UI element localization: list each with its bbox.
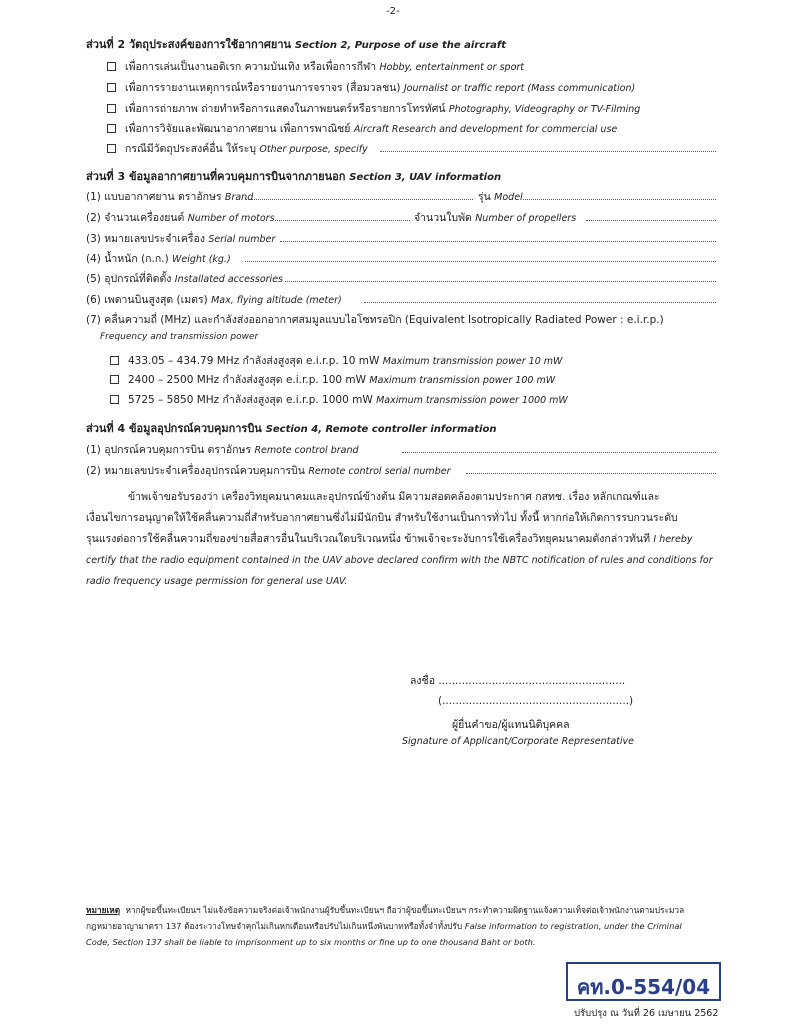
option-label-en: Hobby, entertainment or sport: [379, 62, 525, 73]
motors-label-en: Number of motors: [187, 213, 275, 224]
purpose-option-journalist[interactable]: [107, 79, 635, 96]
footnote-line: Code, Section 137 shall be liable to imprisonment up to six months or fine up to one thousand Baht or both.: [86, 937, 536, 947]
brand-label: [86, 188, 253, 205]
brand-label-th: (1) แบบอากาศยาน ตราอักษร: [86, 191, 222, 203]
section2-title-th: ส่วนที่ 2 วัตถุประสงค์ของการใช้อากาศยาน: [86, 38, 292, 51]
declaration-text-en: I hereby: [653, 534, 693, 545]
serial-field[interactable]: [280, 241, 716, 242]
checkbox-freq-2400[interactable]: [110, 375, 119, 384]
weight-label: [86, 250, 231, 267]
freq-option-5725[interactable]: [110, 391, 568, 408]
altitude-label-en: Max, flying altitude (meter): [211, 295, 342, 306]
brand-field[interactable]: [245, 199, 473, 200]
accessories-label-th: (5) อุปกรณ์ที่ติดตั้ง: [86, 273, 172, 285]
section2-title: [86, 35, 506, 53]
freq-option-2400[interactable]: [110, 371, 555, 388]
signature-role-th: ผู้ยื่นคำขอ/ผู้แทนนิติบุคคล: [452, 719, 570, 731]
propellers-field[interactable]: [586, 220, 716, 221]
motors-field[interactable]: [275, 220, 410, 221]
footnote: [86, 902, 716, 950]
freq-label-en: Maximum transmission power 10 mW: [382, 356, 563, 367]
purpose-option-research[interactable]: [107, 120, 617, 137]
option-label-en: Aircraft Research and development for commercial use: [353, 124, 618, 135]
model-label-th: รุ่น: [478, 191, 491, 203]
remote-brand-label-en: Remote control brand: [254, 445, 359, 456]
revision-date: ปรับปรุง ณ วันที่ 26 เมษายน 2562: [574, 1008, 719, 1019]
freq-label-th: 5725 – 5850 MHz กำลังส่งสูงสุด e.i.r.p. 1000 mW: [128, 394, 373, 406]
option-label-en: Other purpose, specify: [259, 144, 368, 155]
freq-option-433[interactable]: [110, 352, 562, 369]
altitude-label-th: (6) เพดานบินสูงสุด (เมตร): [86, 294, 208, 306]
purpose-option-other[interactable]: [107, 140, 368, 157]
checkbox-research[interactable]: [107, 124, 116, 133]
other-purpose-field[interactable]: [380, 151, 716, 152]
propellers-label-en: Number of propellers: [475, 213, 577, 224]
section4-title: [86, 419, 496, 437]
declaration-paragraph: [86, 487, 716, 592]
section3-title-th: ส่วนที่ 3 ข้อมูลอากาศยานที่ควบคุมการบินจากภายนอก: [86, 170, 346, 183]
remote-brand-field[interactable]: [402, 452, 716, 453]
weight-label-en: Weight (kg.): [172, 254, 231, 265]
checkbox-freq-5725[interactable]: [110, 395, 119, 404]
freq-label-en: Maximum transmission power 1000 mW: [376, 395, 568, 406]
remote-brand-label-th: (1) อุปกรณ์ควบคุมการบิน ตราอักษร: [86, 444, 252, 456]
option-label-th: เพื่อการเล่นเป็นงานอดิเรก ความบันเทิง หรือเพื่อการกีฬา: [125, 61, 377, 73]
footnote-line: [86, 918, 716, 934]
signature-line[interactable]: [410, 672, 625, 689]
motors-label: [86, 209, 275, 226]
propellers-label-th: จำนวนใบพัด: [414, 212, 472, 224]
purpose-option-hobby[interactable]: [107, 58, 524, 75]
remote-serial-label-th: (2) หมายเลขประจำเครื่องอุปกรณ์ควบคุมการบิน: [86, 465, 305, 477]
signature-label: ลงชื่อ: [410, 675, 435, 687]
propellers-label: [414, 209, 576, 226]
option-label-en: Journalist or traffic report (Mass communication): [403, 83, 636, 94]
accessories-label: [86, 270, 283, 287]
remote-serial-label-en: Remote control serial number: [308, 466, 451, 477]
frequency-label: (7) คลื่นความถี่ (MHz) และกำลังส่งออกอากาศสมมูลแบบไอโซทรอปิก (Equivalent Isotropically Radiated Power : e.i.r.p.): [86, 314, 664, 326]
section3-title-en: Section 3, UAV information: [349, 172, 502, 183]
section4-title-en: Section 4, Remote controller information: [265, 424, 497, 435]
brand-label-en: Brand: [224, 192, 254, 203]
checkbox-journalist[interactable]: [107, 83, 116, 92]
declaration-line: ข้าพเจ้าขอรับรองว่า เครื่องวิทยุคมนาคมและอุปกรณ์ข้างต้น มีความสอดคล้องตามประกาศ กสทช. เรื่อง หลักเกณฑ์และ: [128, 491, 660, 503]
declaration-line: radio frequency usage permission for general use UAV.: [86, 576, 348, 587]
footnote-text-th: กฎหมายอาญามาตรา 137 ต้องระวางโทษจำคุกไม่เกินหกเดือนหรือปรับไม่เกินหนึ่งพันบาทหรือทั้งจำทั้งปรับ: [86, 921, 463, 931]
option-label-th: เพื่อการวิจัยและพัฒนาอากาศยาน เพื่อการพาณิชย์: [125, 123, 351, 135]
declaration-line: certify that the radio equipment contained in the UAV above declared confirm with the NBTC notification of rules and conditions for: [86, 555, 713, 566]
checkbox-freq-433[interactable]: [110, 356, 119, 365]
accessories-label-en: Installated accessories: [174, 274, 283, 285]
option-label-th: กรณีมีวัตถุประสงค์อื่น ให้ระบุ: [125, 143, 257, 155]
accessories-field[interactable]: [285, 281, 716, 282]
form-code: คท.0-554/04: [576, 975, 711, 999]
signature-name-field[interactable]: (........................................................): [438, 695, 634, 707]
section3-title: [86, 167, 501, 185]
serial-label-th: (3) หมายเลขประจำเครื่อง: [86, 233, 205, 245]
serial-label: [86, 230, 275, 247]
remote-brand-label: [86, 441, 359, 458]
remote-serial-label: [86, 462, 450, 479]
checkbox-other[interactable]: [107, 144, 116, 153]
frequency-label-en: Frequency and transmission power: [100, 332, 259, 342]
section2-title-en: Section 2, Purpose of use the aircraft: [294, 40, 507, 51]
footnote-label: หมายเหตุ: [86, 905, 121, 915]
model-field[interactable]: [523, 199, 716, 200]
altitude-field[interactable]: [364, 302, 716, 303]
model-label: [478, 188, 523, 205]
altitude-label: [86, 291, 342, 308]
declaration-text-th: รุนแรงต่อการใช้คลื่นความถี่ของข่ายสื่อสารอื่นในบริเวณใดบริเวณหนึ่ง ข้าพเจ้าจะระงับการใช้เครื่องวิทยุคมนาคมดังกล่าวทันที: [86, 533, 651, 545]
declaration-line: [86, 529, 716, 550]
freq-label-en: Maximum transmission power 100 mW: [369, 375, 556, 386]
footnote-text-en: False information to registration, under the Criminal: [464, 921, 682, 931]
footnote-text: หากผู้ขอขึ้นทะเบียนฯ ไม่แจ้งข้อความจริงต่อเจ้าพนักงานผู้รับขึ้นทะเบียนฯ ถือว่าผู้ขอขึ้นทะเบียนฯ กระทำความผิดฐานแจ้งความเท็จต่อเจ้าพนักงานตามประมวล: [125, 905, 685, 915]
checkbox-photography[interactable]: [107, 104, 116, 113]
signature-dots: ........................................................: [438, 675, 626, 687]
signature-role-en: Signature of Applicant/Corporate Representative: [402, 736, 634, 747]
form-code-box: [566, 962, 721, 1001]
page-number: -2-: [386, 6, 400, 17]
declaration-line: เงื่อนไขการอนุญาตให้ใช้คลื่นความถี่สำหรับอากาศยานซึ่งไม่มีนักบิน สำหรับใช้งานเป็นการทั่วไป ทั้งนี้ หากก่อให้เกิดการรบกวนระดับ: [86, 512, 678, 524]
model-label-en: Model: [494, 192, 523, 203]
section4-title-th: ส่วนที่ 4 ข้อมูลอุปกรณ์ควบคุมการบิน: [86, 422, 262, 435]
option-label-th: เพื่อการรายงานเหตุการณ์หรือรายงานการจราจร (สื่อมวลชน): [125, 82, 401, 94]
weight-label-th: (4) น้ำหนัก (ก.ก.): [86, 253, 169, 265]
remote-serial-field[interactable]: [466, 473, 716, 474]
freq-label-th: 433.05 – 434.79 MHz กำลังส่งสูงสุด e.i.r.p. 10 mW: [128, 355, 380, 367]
serial-label-en: Serial number: [208, 234, 276, 245]
freq-label-th: 2400 – 2500 MHz กำลังส่งสูงสุด e.i.r.p. 100 mW: [128, 374, 367, 386]
motors-label-th: (2) จำนวนเครื่องยนต์: [86, 212, 185, 224]
option-label-th: เพื่อการถ่ายภาพ ถ่ายทำหรือการแสดงในภาพยนตร์หรือรายการโทรทัศน์: [125, 103, 446, 115]
option-label-en: Photography, Videography or TV-Filming: [448, 104, 641, 115]
weight-field[interactable]: [245, 261, 716, 262]
footnote-line: [86, 902, 716, 918]
checkbox-hobby[interactable]: [107, 62, 116, 71]
purpose-option-photography[interactable]: [107, 100, 640, 117]
